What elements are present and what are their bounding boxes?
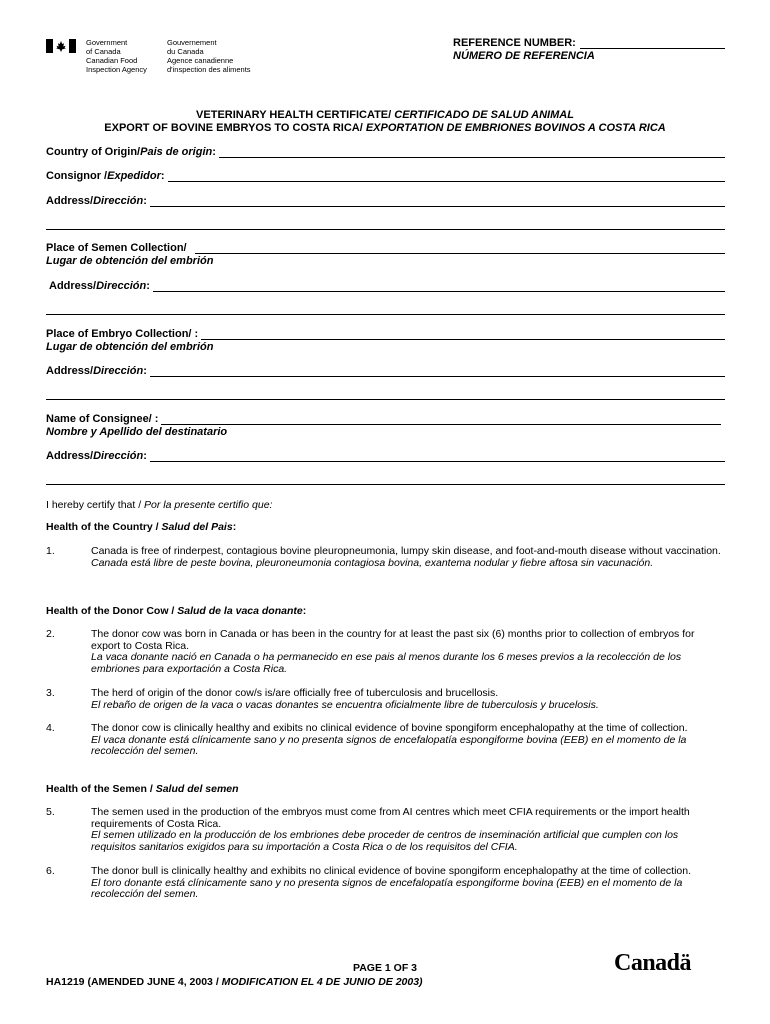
consignor-address-field[interactable]: Address/ Dirección : [46, 195, 725, 207]
embryo-collection-address-field[interactable]: Address/ Dirección : [46, 365, 725, 377]
semen-collection-place-label-es: Lugar de obtención del embrión [46, 255, 214, 267]
list-item: 6. The donor bull is clinically healthy and exhibits no clinical evidence of bovine spongiform encephalopathy at the time of collection. El toro donante está clínicamente sano y no presenta signos de encefalopatía espongiforme bovina (EEB) en el momento de la recolección del semen. [46, 865, 692, 901]
agency-en: Canadian Food Inspection Agency [86, 56, 147, 74]
section-health-donor: Health of the Donor Cow / Salud de la vaca donante: [46, 605, 307, 617]
form-number: HA1219 (AMENDED JUNE 4, 2003 / MODIFICATION EL 4 DE JUNIO DE 2003) [46, 976, 423, 988]
semen-collection-place-field[interactable]: Place of Semen Collection/ [46, 242, 725, 254]
gov-fr: Gouvernement du Canada [167, 38, 217, 56]
section-health-semen: Health of the Semen / Salud del semen [46, 783, 239, 795]
consignee-name-label-es: Nombre y Apellido del destinatario [46, 426, 228, 438]
list-item: 5. The semen used in the production of the embryos must come from AI centres which meet CFIA requirements or the import health requirements of Costa Rica. El semen utilizado en la producción de los embriones debe proceder de centros de inseminación artificial que cumplen con los requisitos sanitarios exigidos para su importación a Costa Rica o de los requisitos del CFIA. [46, 806, 690, 853]
agency-fr: Agence canadienne d'inspection des aliments [167, 56, 251, 74]
reference-number-label-es: NÚMERO DE REFERENCIA [453, 50, 595, 62]
consignee-name-field[interactable]: Name of Consignee/ : [46, 413, 721, 425]
embryo-collection-place-field[interactable]: Place of Embryo Collection/ : [46, 328, 725, 340]
gov-en: Government of Canada [86, 38, 128, 56]
certify-statement: I hereby certify that / Por la presente certifio que: [46, 499, 273, 511]
embryo-collection-place-label-es: Lugar de obtención del embrión [46, 341, 214, 353]
consignee-address-field[interactable]: Address/ Dirección : [46, 450, 725, 462]
reference-number-label: REFERENCE NUMBER: [453, 37, 725, 49]
title-line-1: VETERINARY HEALTH CERTIFICATE/ CERTIFICADO DE SALUD ANIMAL [196, 109, 574, 121]
list-item: 2. The donor cow was born in Canada or has been in the country for at least the past six (6) months prior to collection of embryos for export to Costa Rica. La vaca donante nació en Canada o ha permanecido en ese pais al menos durante los 6 meses previos a la recolección de los embriones para exportación a Costa Rica. [46, 628, 695, 675]
consignor-field[interactable]: Consignor / Expedidor : [46, 170, 725, 182]
country-of-origin-field[interactable]: Country of Origin/ Pais de origin : [46, 146, 725, 158]
semen-collection-address-line-2[interactable] [46, 314, 725, 315]
list-item: 1. Canada is free of rinderpest, contagious bovine pleuropneumonia, lumpy skin disease, and foot-and-mouth disease without vaccination. Canada está libre de peste bovina, pleuroneumonia contagiosa bovina, exantema nodular y fiebre aftosa sin vacunación. [46, 545, 721, 569]
section-health-country: Health of the Country / Salud del Pais: [46, 521, 237, 533]
list-item: 3. The herd of origin of the donor cow/s is/are officially free of tuberculosis and brucellosis. El rebaño de origen de la vaca o vacas donantes se encuentra oficialmente libre de tuberculosis y brucelosis. [46, 687, 599, 711]
embryo-collection-address-line-2[interactable] [46, 399, 725, 400]
canada-wordmark: Canadä [614, 950, 692, 976]
reference-number-field[interactable] [580, 38, 725, 49]
semen-collection-address-field[interactable]: Address/ Dirección : [49, 280, 725, 292]
consignee-address-line-2[interactable] [46, 484, 725, 485]
consignor-address-line-2[interactable] [46, 229, 725, 230]
list-item: 4. The donor cow is clinically healthy and exibits no clinical evidence of bovine spongiform encephalopathy at the time of collection. El vaca donante está clínicamente sano y no presenta signos de encefalopatía espongiforme bovina (EEB) en el momento de la recolección del semen. [46, 722, 688, 758]
canada-flag-icon [46, 39, 76, 53]
page-number: PAGE 1 OF 3 [353, 962, 417, 974]
title-line-2: EXPORT OF BOVINE EMBRYOS TO COSTA RICA/ EXPORTATION DE EMBRIONES BOVINOS A COSTA RICA [104, 122, 666, 134]
